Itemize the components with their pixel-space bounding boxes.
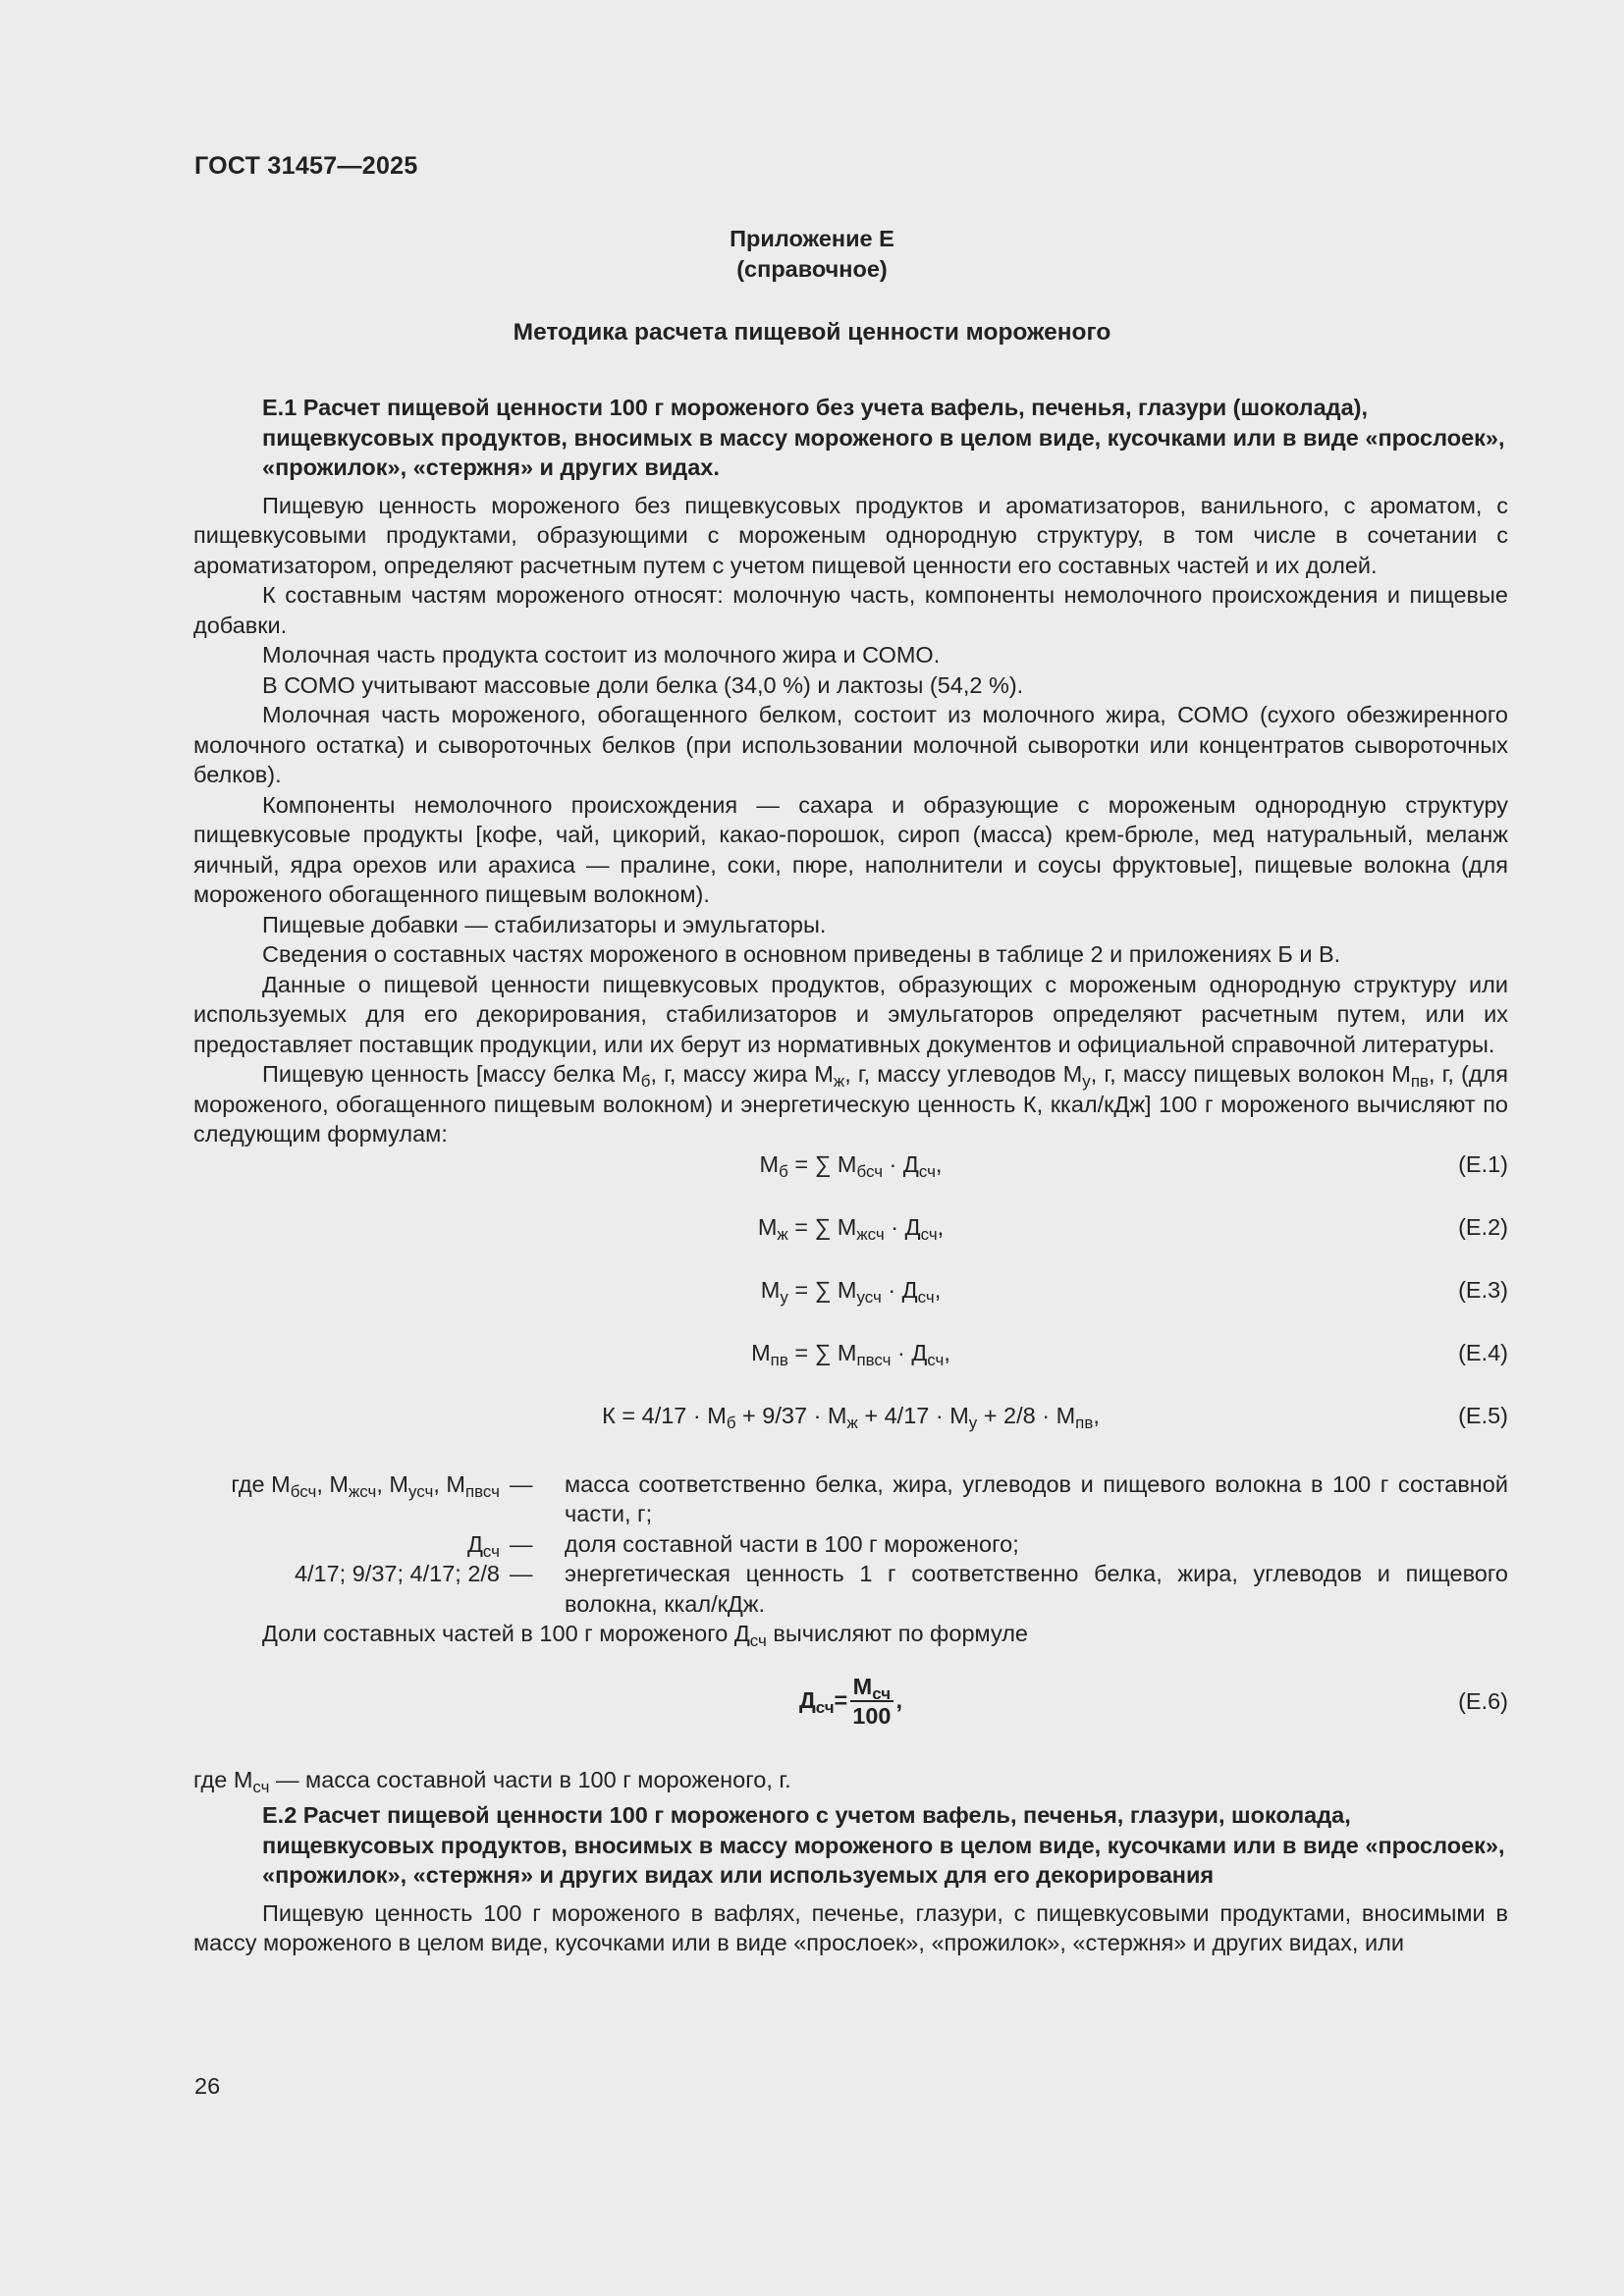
section-e1-heading: Е.1 Расчет пищевой ценности 100 г мороженого без учета вафель, печенья, глазури (шоколада), пищевкусовых продуктов, вносимых в массу мороженого в целом виде, кусочками или в виде «прослоек», «прожилок», «стержня» и других видах. — [262, 395, 1505, 480]
formula-number: (Е.6) — [1458, 1687, 1508, 1714]
formula-expression: $Д_{сч}$ = $\frac{М_{сч}}{100}$ , — [798, 1673, 902, 1729]
appendix-title: Приложение Е — [730, 226, 894, 251]
formula-e6 — [193, 1649, 1508, 1757]
paragraph-where-msc: где $М_{сч}$ — масса составной части в 100 г мороженого, г. — [193, 1766, 791, 1796]
fraction-denominator: 100 — [852, 1702, 892, 1729]
paragraph-formulas-intro: Пищевую ценность [массу белка $М_б$, г, массу жира $М_ж$, г, массу углеводов $М_у$, г, массу пищевых волокон $М_{пв}$, г, (для мороженого, обогащенного пищевым волокном) и энергетическую ценность К, ккал/кДж] 100 г мороженого вычисляют по следующим формулам: — [193, 1061, 1508, 1147]
page-number: 26 — [194, 2073, 221, 2099]
where-dash: — — [510, 1561, 533, 1586]
formula-number: (Е.2) — [1458, 1213, 1508, 1240]
where-text: доля составной части в 100 г мороженого; — [565, 1530, 1019, 1557]
paragraph: Молочная часть мороженого, обогащенного белком, состоит из молочного жира, СОМО (сухого обезжиренного молочного остатка) и сывороточных белков (при использовании молочной сыворотки или концентратов сывороточных белков). — [193, 702, 1508, 787]
formula-number: (Е.5) — [1458, 1402, 1508, 1428]
where-dash: — — [510, 1530, 533, 1557]
paragraph: Молочная часть продукта состоит из молочного жира и СОМО. — [262, 642, 941, 667]
paragraph: Данные о пищевой ценности пищевкусовых продуктов, образующих с мороженым однородную структуру или используемых для его декорирования, стабилизаторов и эмульгаторов определяют расчетным путем, или их предоставляет поставщик продукции, или их берут из нормативных документов и официальной справочной литературы. — [193, 971, 1508, 1057]
where-text: масса соответственно белка, жира, углеводов и пищевого волокна в 100 г составной части, г; — [565, 1470, 1508, 1526]
formula-expression: $М_у$ = ∑ $М_{усч} \cdot Д_{сч}$, — [760, 1276, 942, 1307]
formula-e3 — [193, 1267, 1508, 1330]
fraction — [849, 1673, 893, 1730]
paragraph: Пищевые добавки — стабилизаторы и эмульгаторы. — [262, 911, 827, 937]
paragraph: Сведения о составных частях мороженого в основном приведены в таблице 2 и приложениях Б и В. — [262, 941, 1341, 967]
formula-expression: $К = 4/17 \cdot М_б + 9/37 \cdot М_ж + 4/17 \cdot М_у + 2/8 \cdot М_{пв}$, — [602, 1402, 1100, 1432]
formula-number: (Е.1) — [1458, 1150, 1508, 1177]
where-explanations — [193, 1469, 1508, 1620]
appendix-kind: (справочное) — [736, 256, 888, 282]
formula-expression: $М_ж$ = ∑ $М_{жсч} \cdot Д_{сч}$, — [757, 1213, 945, 1244]
formula-e1 — [193, 1142, 1508, 1204]
paragraph: Компоненты немолочного происхождения — сахара и образующие с мороженым однородную структуру пищевкусовые продукты [кофе, чай, цикорий, какао-порошок, сироп (масса) крем-брюле, мед натуральный, меланж яичный, ядра орехов или арахиса — пралине, соки, пюре, наполнители и соусы фруктовые], пищевые волокна (для мороженого обогащенного пищевым волокном). — [193, 791, 1508, 907]
paragraph: В СОМО учитывают массовые доли белка (34,0 %) и лактозы (54,2 %). — [262, 671, 1024, 698]
paragraph-shares: Доли составных частей в 100 г мороженого $Д_{сч}$ вычисляют по формуле — [262, 1621, 1028, 1651]
where-label: $Д_{сч}$ — [467, 1530, 500, 1561]
formula-e5 — [193, 1393, 1508, 1456]
where-label: 4/17; 9/37; 4/17; 2/8 — [294, 1561, 500, 1586]
paragraph: Пищевую ценность мороженого без пищевкусовых продуктов и ароматизаторов, ванильного, с ароматом, с пищевкусовыми продуктами, образующими с мороженым однородную структуру, в том числе в сочетании с ароматизатором, определяют расчетным путем с учетом пищевой ценности его составных частей и их долей. — [193, 492, 1508, 578]
formula-e2 — [193, 1204, 1508, 1267]
paragraph: К составным частям мороженого относят: молочную часть, компоненты немолочного происхождения и пищевые добавки. — [193, 582, 1508, 638]
appendix-heading: Методика расчета пищевой ценности мороженого — [513, 319, 1111, 346]
main-content — [193, 393, 1508, 1958]
formula-e4 — [193, 1330, 1508, 1393]
document-id: ГОСТ 31457—2025 — [194, 152, 418, 180]
where-label: где $М_{бсч}$, $М_{жсч}$, $М_{усч}$, $М_{пвсч}$ — [231, 1470, 500, 1501]
where-text: энергетическая ценность 1 г соответственно белка, жира, углеводов и пищевого волокна, ккал/кДж. — [565, 1561, 1508, 1617]
fraction-numerator: $М_{сч}$ — [850, 1673, 893, 1702]
formula-expression: $М_{пв}$ = ∑ $М_{пвсч} \cdot Д_{сч}$, — [751, 1339, 950, 1369]
section-e2-heading: Е.2 Расчет пищевой ценности 100 г мороженого с учетом вафель, печенья, глазури, шоколада, пищевкусовых продуктов, вносимых в массу мороженого в целом виде, кусочками или в виде «прослоек», «прожилок», «стержня» и других видах или используемых для его декорирования — [262, 1802, 1505, 1888]
formula-number: (Е.3) — [1458, 1276, 1508, 1303]
where-dash: — — [510, 1470, 533, 1497]
paragraph: Пищевую ценность 100 г мороженого в вафлях, печенье, глазури, с пищевкусовыми продуктами, вносимыми в массу мороженого в целом виде, кусочками или в виде «прослоек», «прожилок», «стержня» и других видах, или — [193, 1899, 1508, 1955]
formula-expression: $М_б$ = ∑ $М_{бсч} \cdot Д_{сч}$, — [759, 1150, 943, 1181]
formula-number: (Е.4) — [1458, 1339, 1508, 1365]
